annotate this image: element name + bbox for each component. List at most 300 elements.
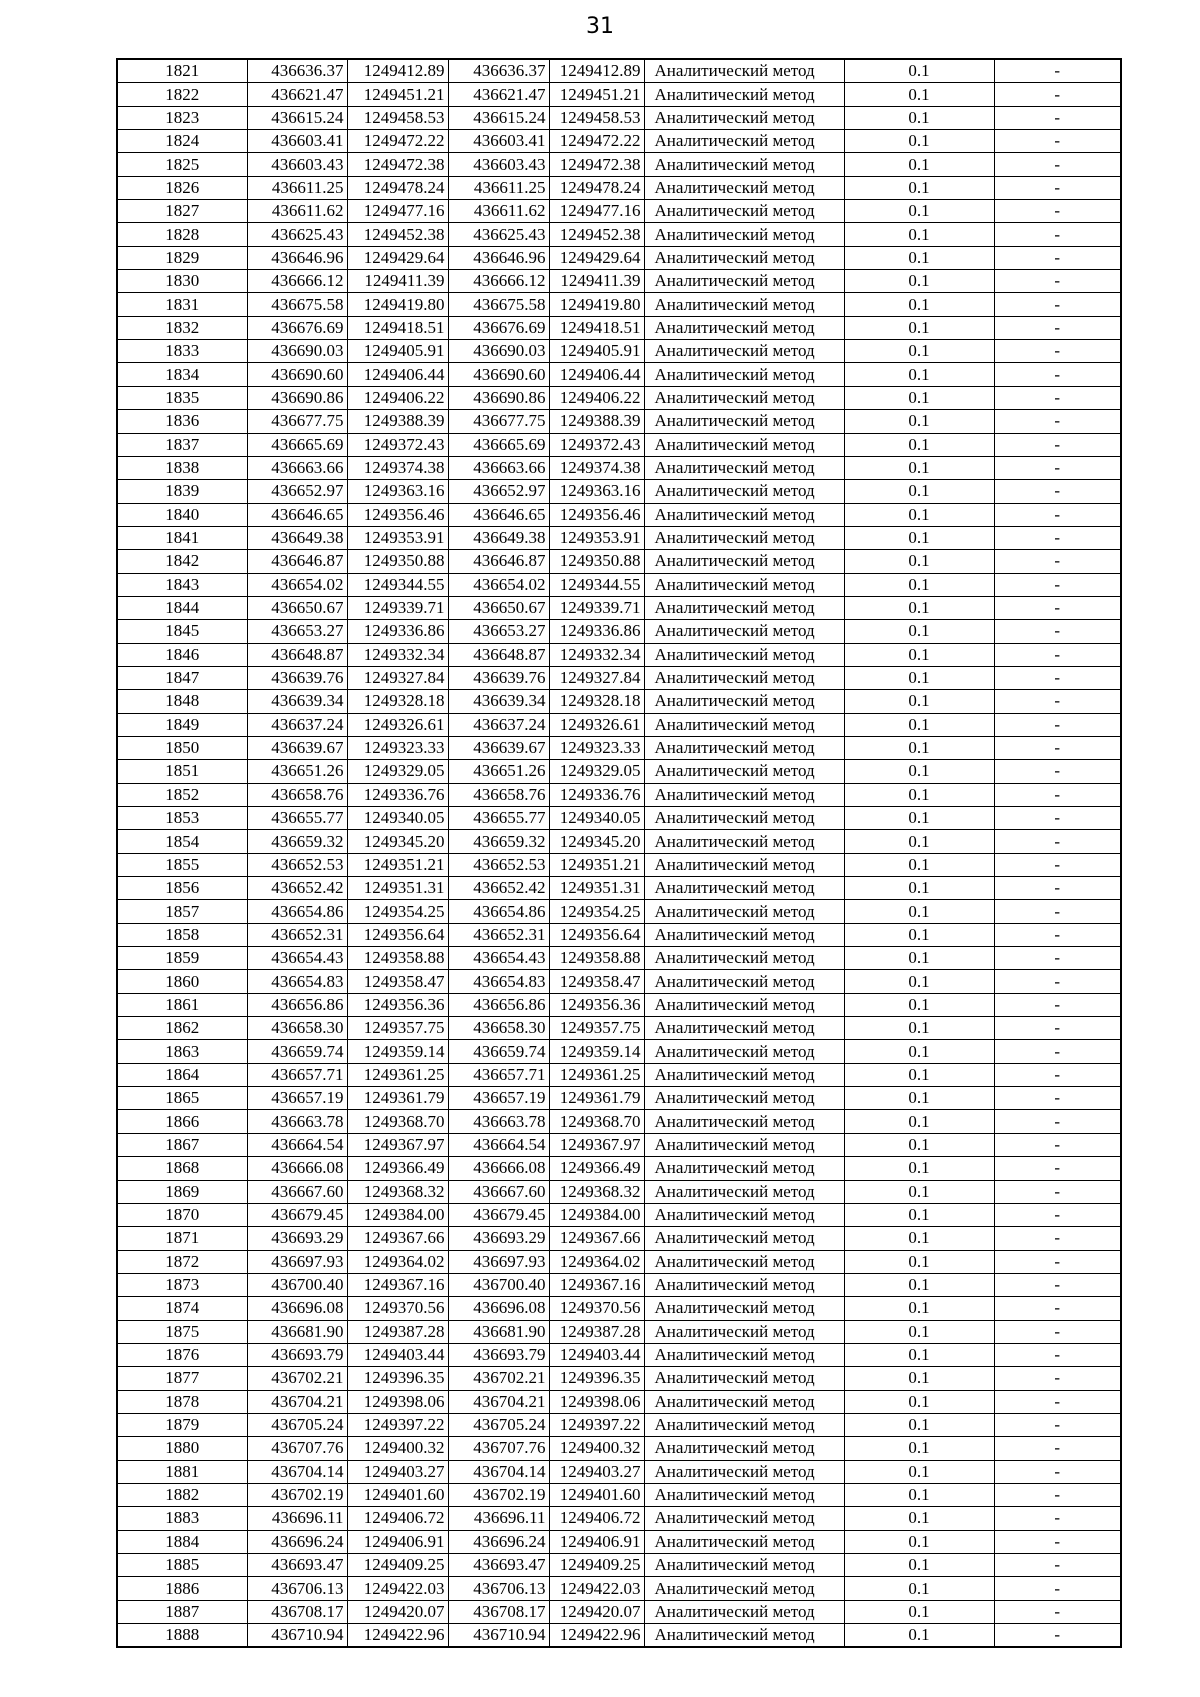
table-row bbox=[117, 1483, 1121, 1506]
cell-method: Аналитический метод bbox=[644, 1157, 844, 1180]
cell-y-coordinate-2: 1249332.34 bbox=[549, 643, 644, 666]
cell-x-coordinate: 436652.31 bbox=[247, 923, 347, 946]
cell-note: - bbox=[994, 947, 1121, 970]
cell-y-coordinate-2: 1249418.51 bbox=[549, 316, 644, 339]
cell-point-number: 1824 bbox=[117, 130, 247, 153]
cell-y-coordinate: 1249406.44 bbox=[347, 363, 448, 386]
cell-method: Аналитический метод bbox=[644, 690, 844, 713]
cell-accuracy: 0.1 bbox=[844, 340, 994, 363]
cell-x-coordinate: 436681.90 bbox=[247, 1320, 347, 1343]
cell-point-number: 1838 bbox=[117, 456, 247, 479]
cell-accuracy: 0.1 bbox=[844, 760, 994, 783]
cell-y-coordinate: 1249419.80 bbox=[347, 293, 448, 316]
cell-accuracy: 0.1 bbox=[844, 1367, 994, 1390]
table-row bbox=[117, 596, 1121, 619]
cell-x-coordinate-2: 436648.87 bbox=[448, 643, 549, 666]
cell-method: Аналитический метод bbox=[644, 1040, 844, 1063]
cell-point-number: 1851 bbox=[117, 760, 247, 783]
cell-method: Аналитический метод bbox=[644, 526, 844, 549]
cell-method: Аналитический метод bbox=[644, 503, 844, 526]
cell-method: Аналитический метод bbox=[644, 1297, 844, 1320]
cell-accuracy: 0.1 bbox=[844, 1600, 994, 1623]
cell-point-number: 1867 bbox=[117, 1133, 247, 1156]
cell-method: Аналитический метод bbox=[644, 1180, 844, 1203]
cell-method: Аналитический метод bbox=[644, 246, 844, 269]
cell-accuracy: 0.1 bbox=[844, 900, 994, 923]
cell-y-coordinate-2: 1249361.25 bbox=[549, 1063, 644, 1086]
cell-method: Аналитический метод bbox=[644, 83, 844, 106]
cell-y-coordinate-2: 1249328.18 bbox=[549, 690, 644, 713]
cell-point-number: 1832 bbox=[117, 316, 247, 339]
cell-y-coordinate-2: 1249368.70 bbox=[549, 1110, 644, 1133]
cell-method: Аналитический метод bbox=[644, 340, 844, 363]
cell-x-coordinate: 436693.47 bbox=[247, 1554, 347, 1577]
cell-accuracy: 0.1 bbox=[844, 947, 994, 970]
cell-note: - bbox=[994, 1577, 1121, 1600]
cell-y-coordinate: 1249406.91 bbox=[347, 1530, 448, 1553]
cell-point-number: 1868 bbox=[117, 1157, 247, 1180]
cell-y-coordinate-2: 1249398.06 bbox=[549, 1390, 644, 1413]
cell-point-number: 1879 bbox=[117, 1413, 247, 1436]
cell-note: - bbox=[994, 480, 1121, 503]
cell-note: - bbox=[994, 573, 1121, 596]
cell-y-coordinate-2: 1249397.22 bbox=[549, 1413, 644, 1436]
cell-accuracy: 0.1 bbox=[844, 1133, 994, 1156]
cell-x-coordinate: 436654.83 bbox=[247, 970, 347, 993]
table-row bbox=[117, 713, 1121, 736]
cell-method: Аналитический метод bbox=[644, 900, 844, 923]
cell-x-coordinate: 436652.42 bbox=[247, 877, 347, 900]
cell-y-coordinate-2: 1249356.64 bbox=[549, 923, 644, 946]
cell-x-coordinate: 436654.86 bbox=[247, 900, 347, 923]
cell-x-coordinate-2: 436681.90 bbox=[448, 1320, 549, 1343]
cell-accuracy: 0.1 bbox=[844, 1530, 994, 1553]
cell-x-coordinate: 436663.66 bbox=[247, 456, 347, 479]
cell-x-coordinate: 436675.58 bbox=[247, 293, 347, 316]
table-row bbox=[117, 246, 1121, 269]
cell-y-coordinate: 1249409.25 bbox=[347, 1554, 448, 1577]
cell-note: - bbox=[994, 1530, 1121, 1553]
cell-y-coordinate-2: 1249412.89 bbox=[549, 59, 644, 83]
cell-point-number: 1829 bbox=[117, 246, 247, 269]
cell-x-coordinate-2: 436665.69 bbox=[448, 433, 549, 456]
cell-x-coordinate: 436679.45 bbox=[247, 1203, 347, 1226]
cell-method: Аналитический метод bbox=[644, 1554, 844, 1577]
cell-x-coordinate-2: 436675.58 bbox=[448, 293, 549, 316]
cell-method: Аналитический метод bbox=[644, 713, 844, 736]
cell-accuracy: 0.1 bbox=[844, 550, 994, 573]
table-row bbox=[117, 59, 1121, 83]
table-row bbox=[117, 316, 1121, 339]
cell-note: - bbox=[994, 1554, 1121, 1577]
cell-note: - bbox=[994, 363, 1121, 386]
cell-x-coordinate: 436657.71 bbox=[247, 1063, 347, 1086]
cell-accuracy: 0.1 bbox=[844, 1554, 994, 1577]
cell-accuracy: 0.1 bbox=[844, 1390, 994, 1413]
table-row bbox=[117, 1203, 1121, 1226]
cell-x-coordinate: 436639.67 bbox=[247, 736, 347, 759]
cell-note: - bbox=[994, 690, 1121, 713]
table-row bbox=[117, 830, 1121, 853]
cell-y-coordinate: 1249351.31 bbox=[347, 877, 448, 900]
cell-x-coordinate-2: 436658.76 bbox=[448, 783, 549, 806]
cell-note: - bbox=[994, 1624, 1121, 1648]
cell-x-coordinate-2: 436646.87 bbox=[448, 550, 549, 573]
cell-accuracy: 0.1 bbox=[844, 853, 994, 876]
cell-y-coordinate-2: 1249356.46 bbox=[549, 503, 644, 526]
cell-method: Аналитический метод bbox=[644, 970, 844, 993]
cell-accuracy: 0.1 bbox=[844, 807, 994, 830]
cell-x-coordinate-2: 436611.25 bbox=[448, 176, 549, 199]
cell-x-coordinate-2: 436693.79 bbox=[448, 1343, 549, 1366]
cell-point-number: 1875 bbox=[117, 1320, 247, 1343]
cell-point-number: 1874 bbox=[117, 1297, 247, 1320]
cell-x-coordinate-2: 436655.77 bbox=[448, 807, 549, 830]
cell-note: - bbox=[994, 246, 1121, 269]
cell-point-number: 1845 bbox=[117, 620, 247, 643]
cell-x-coordinate-2: 436656.86 bbox=[448, 993, 549, 1016]
cell-x-coordinate-2: 436659.74 bbox=[448, 1040, 549, 1063]
table-row bbox=[117, 783, 1121, 806]
cell-point-number: 1849 bbox=[117, 713, 247, 736]
cell-x-coordinate-2: 436667.60 bbox=[448, 1180, 549, 1203]
cell-y-coordinate: 1249356.36 bbox=[347, 993, 448, 1016]
cell-y-coordinate: 1249328.18 bbox=[347, 690, 448, 713]
table-row bbox=[117, 1507, 1121, 1530]
cell-note: - bbox=[994, 1017, 1121, 1040]
cell-note: - bbox=[994, 853, 1121, 876]
table-row bbox=[117, 1577, 1121, 1600]
cell-x-coordinate-2: 436652.53 bbox=[448, 853, 549, 876]
cell-y-coordinate: 1249387.28 bbox=[347, 1320, 448, 1343]
cell-x-coordinate-2: 436651.26 bbox=[448, 760, 549, 783]
cell-x-coordinate: 436700.40 bbox=[247, 1273, 347, 1296]
cell-y-coordinate-2: 1249340.05 bbox=[549, 807, 644, 830]
cell-note: - bbox=[994, 760, 1121, 783]
table-row bbox=[117, 106, 1121, 129]
cell-x-coordinate: 436702.21 bbox=[247, 1367, 347, 1390]
cell-note: - bbox=[994, 456, 1121, 479]
cell-y-coordinate-2: 1249422.96 bbox=[549, 1624, 644, 1648]
cell-note: - bbox=[994, 1600, 1121, 1623]
cell-note: - bbox=[994, 1227, 1121, 1250]
table-row bbox=[117, 1413, 1121, 1436]
cell-note: - bbox=[994, 666, 1121, 689]
table-body bbox=[117, 59, 1121, 1647]
cell-note: - bbox=[994, 1437, 1121, 1460]
cell-method: Аналитический метод bbox=[644, 130, 844, 153]
cell-note: - bbox=[994, 900, 1121, 923]
cell-method: Аналитический метод bbox=[644, 1250, 844, 1273]
cell-point-number: 1844 bbox=[117, 596, 247, 619]
cell-y-coordinate-2: 1249354.25 bbox=[549, 900, 644, 923]
cell-method: Аналитический метод bbox=[644, 643, 844, 666]
page-number: 31 bbox=[586, 14, 614, 39]
cell-point-number: 1865 bbox=[117, 1087, 247, 1110]
cell-accuracy: 0.1 bbox=[844, 293, 994, 316]
cell-x-coordinate-2: 436697.93 bbox=[448, 1250, 549, 1273]
cell-x-coordinate: 436652.97 bbox=[247, 480, 347, 503]
cell-x-coordinate: 436611.62 bbox=[247, 200, 347, 223]
cell-y-coordinate: 1249406.22 bbox=[347, 386, 448, 409]
cell-accuracy: 0.1 bbox=[844, 830, 994, 853]
table-row bbox=[117, 666, 1121, 689]
cell-y-coordinate: 1249323.33 bbox=[347, 736, 448, 759]
cell-accuracy: 0.1 bbox=[844, 456, 994, 479]
cell-x-coordinate-2: 436603.41 bbox=[448, 130, 549, 153]
table-row bbox=[117, 293, 1121, 316]
cell-x-coordinate-2: 436652.42 bbox=[448, 877, 549, 900]
table-row bbox=[117, 1530, 1121, 1553]
cell-method: Аналитический метод bbox=[644, 293, 844, 316]
cell-accuracy: 0.1 bbox=[844, 270, 994, 293]
cell-y-coordinate-2: 1249367.66 bbox=[549, 1227, 644, 1250]
cell-x-coordinate-2: 436707.76 bbox=[448, 1437, 549, 1460]
cell-point-number: 1841 bbox=[117, 526, 247, 549]
cell-x-coordinate: 436639.34 bbox=[247, 690, 347, 713]
cell-y-coordinate: 1249332.34 bbox=[347, 643, 448, 666]
table-row bbox=[117, 947, 1121, 970]
cell-accuracy: 0.1 bbox=[844, 316, 994, 339]
cell-accuracy: 0.1 bbox=[844, 1297, 994, 1320]
cell-accuracy: 0.1 bbox=[844, 223, 994, 246]
cell-x-coordinate-2: 436690.03 bbox=[448, 340, 549, 363]
cell-y-coordinate-2: 1249359.14 bbox=[549, 1040, 644, 1063]
cell-y-coordinate-2: 1249419.80 bbox=[549, 293, 644, 316]
cell-x-coordinate-2: 436639.76 bbox=[448, 666, 549, 689]
cell-y-coordinate-2: 1249384.00 bbox=[549, 1203, 644, 1226]
cell-y-coordinate-2: 1249364.02 bbox=[549, 1250, 644, 1273]
cell-y-coordinate-2: 1249351.31 bbox=[549, 877, 644, 900]
cell-x-coordinate-2: 436706.13 bbox=[448, 1577, 549, 1600]
cell-point-number: 1883 bbox=[117, 1507, 247, 1530]
cell-y-coordinate: 1249361.25 bbox=[347, 1063, 448, 1086]
cell-x-coordinate-2: 436639.34 bbox=[448, 690, 549, 713]
cell-x-coordinate-2: 436659.32 bbox=[448, 830, 549, 853]
cell-y-coordinate-2: 1249351.21 bbox=[549, 853, 644, 876]
cell-x-coordinate: 436690.03 bbox=[247, 340, 347, 363]
table-row bbox=[117, 1133, 1121, 1156]
cell-x-coordinate-2: 436653.27 bbox=[448, 620, 549, 643]
cell-y-coordinate: 1249398.06 bbox=[347, 1390, 448, 1413]
table-row bbox=[117, 130, 1121, 153]
cell-y-coordinate-2: 1249336.76 bbox=[549, 783, 644, 806]
table-row bbox=[117, 386, 1121, 409]
cell-x-coordinate: 436705.24 bbox=[247, 1413, 347, 1436]
cell-method: Аналитический метод bbox=[644, 456, 844, 479]
cell-x-coordinate-2: 436658.30 bbox=[448, 1017, 549, 1040]
cell-x-coordinate-2: 436637.24 bbox=[448, 713, 549, 736]
cell-accuracy: 0.1 bbox=[844, 596, 994, 619]
cell-note: - bbox=[994, 503, 1121, 526]
cell-x-coordinate: 436658.30 bbox=[247, 1017, 347, 1040]
cell-y-coordinate: 1249339.71 bbox=[347, 596, 448, 619]
cell-x-coordinate: 436666.12 bbox=[247, 270, 347, 293]
cell-x-coordinate: 436696.08 bbox=[247, 1297, 347, 1320]
cell-method: Аналитический метод bbox=[644, 1507, 844, 1530]
table-row bbox=[117, 1437, 1121, 1460]
cell-x-coordinate: 436677.75 bbox=[247, 410, 347, 433]
cell-point-number: 1880 bbox=[117, 1437, 247, 1460]
cell-x-coordinate: 436659.32 bbox=[247, 830, 347, 853]
cell-method: Аналитический метод bbox=[644, 1133, 844, 1156]
cell-method: Аналитический метод bbox=[644, 1483, 844, 1506]
cell-x-coordinate: 436625.43 bbox=[247, 223, 347, 246]
table-row bbox=[117, 877, 1121, 900]
table-row bbox=[117, 1017, 1121, 1040]
cell-accuracy: 0.1 bbox=[844, 1413, 994, 1436]
cell-accuracy: 0.1 bbox=[844, 1180, 994, 1203]
cell-y-coordinate: 1249477.16 bbox=[347, 200, 448, 223]
cell-x-coordinate: 436654.02 bbox=[247, 573, 347, 596]
cell-point-number: 1821 bbox=[117, 59, 247, 83]
cell-y-coordinate: 1249422.96 bbox=[347, 1624, 448, 1648]
cell-point-number: 1871 bbox=[117, 1227, 247, 1250]
cell-point-number: 1886 bbox=[117, 1577, 247, 1600]
cell-note: - bbox=[994, 1343, 1121, 1366]
cell-y-coordinate: 1249336.86 bbox=[347, 620, 448, 643]
cell-method: Аналитический метод bbox=[644, 1203, 844, 1226]
cell-y-coordinate: 1249374.38 bbox=[347, 456, 448, 479]
cell-note: - bbox=[994, 830, 1121, 853]
cell-y-coordinate-2: 1249353.91 bbox=[549, 526, 644, 549]
cell-x-coordinate-2: 436603.43 bbox=[448, 153, 549, 176]
cell-accuracy: 0.1 bbox=[844, 1624, 994, 1648]
cell-y-coordinate-2: 1249358.88 bbox=[549, 947, 644, 970]
cell-y-coordinate-2: 1249370.56 bbox=[549, 1297, 644, 1320]
cell-x-coordinate-2: 436702.21 bbox=[448, 1367, 549, 1390]
cell-point-number: 1878 bbox=[117, 1390, 247, 1413]
cell-accuracy: 0.1 bbox=[844, 643, 994, 666]
cell-y-coordinate-2: 1249478.24 bbox=[549, 176, 644, 199]
cell-x-coordinate-2: 436696.08 bbox=[448, 1297, 549, 1320]
cell-method: Аналитический метод bbox=[644, 573, 844, 596]
cell-point-number: 1859 bbox=[117, 947, 247, 970]
table-row bbox=[117, 573, 1121, 596]
cell-y-coordinate: 1249340.05 bbox=[347, 807, 448, 830]
cell-point-number: 1837 bbox=[117, 433, 247, 456]
cell-accuracy: 0.1 bbox=[844, 59, 994, 83]
cell-method: Аналитический метод bbox=[644, 59, 844, 83]
table-row bbox=[117, 923, 1121, 946]
cell-accuracy: 0.1 bbox=[844, 386, 994, 409]
cell-accuracy: 0.1 bbox=[844, 200, 994, 223]
cell-y-coordinate-2: 1249472.22 bbox=[549, 130, 644, 153]
cell-y-coordinate: 1249458.53 bbox=[347, 106, 448, 129]
cell-method: Аналитический метод bbox=[644, 480, 844, 503]
cell-note: - bbox=[994, 1157, 1121, 1180]
cell-note: - bbox=[994, 410, 1121, 433]
table-row bbox=[117, 410, 1121, 433]
table-row bbox=[117, 153, 1121, 176]
cell-method: Аналитический метод bbox=[644, 1110, 844, 1133]
table-row bbox=[117, 1320, 1121, 1343]
cell-method: Аналитический метод bbox=[644, 1273, 844, 1296]
cell-y-coordinate-2: 1249372.43 bbox=[549, 433, 644, 456]
cell-x-coordinate-2: 436663.66 bbox=[448, 456, 549, 479]
cell-y-coordinate: 1249370.56 bbox=[347, 1297, 448, 1320]
cell-x-coordinate-2: 436663.78 bbox=[448, 1110, 549, 1133]
cell-x-coordinate-2: 436676.69 bbox=[448, 316, 549, 339]
cell-x-coordinate-2: 436611.62 bbox=[448, 200, 549, 223]
cell-note: - bbox=[994, 526, 1121, 549]
cell-method: Аналитический метод bbox=[644, 386, 844, 409]
cell-accuracy: 0.1 bbox=[844, 783, 994, 806]
cell-method: Аналитический метод bbox=[644, 596, 844, 619]
cell-x-coordinate-2: 436646.65 bbox=[448, 503, 549, 526]
cell-method: Аналитический метод bbox=[644, 853, 844, 876]
cell-x-coordinate: 436652.53 bbox=[247, 853, 347, 876]
cell-y-coordinate: 1249353.91 bbox=[347, 526, 448, 549]
cell-x-coordinate-2: 436705.24 bbox=[448, 1413, 549, 1436]
cell-y-coordinate: 1249368.32 bbox=[347, 1180, 448, 1203]
cell-point-number: 1828 bbox=[117, 223, 247, 246]
cell-x-coordinate: 436648.87 bbox=[247, 643, 347, 666]
cell-note: - bbox=[994, 1250, 1121, 1273]
cell-x-coordinate: 436665.69 bbox=[247, 433, 347, 456]
cell-y-coordinate: 1249472.22 bbox=[347, 130, 448, 153]
cell-point-number: 1882 bbox=[117, 1483, 247, 1506]
table-row bbox=[117, 223, 1121, 246]
cell-method: Аналитический метод bbox=[644, 736, 844, 759]
cell-point-number: 1853 bbox=[117, 807, 247, 830]
cell-point-number: 1826 bbox=[117, 176, 247, 199]
cell-note: - bbox=[994, 1320, 1121, 1343]
cell-y-coordinate-2: 1249451.21 bbox=[549, 83, 644, 106]
table-row bbox=[117, 1250, 1121, 1273]
cell-y-coordinate-2: 1249363.16 bbox=[549, 480, 644, 503]
cell-accuracy: 0.1 bbox=[844, 410, 994, 433]
cell-y-coordinate: 1249429.64 bbox=[347, 246, 448, 269]
cell-accuracy: 0.1 bbox=[844, 1343, 994, 1366]
cell-point-number: 1836 bbox=[117, 410, 247, 433]
cell-x-coordinate: 436676.69 bbox=[247, 316, 347, 339]
cell-y-coordinate-2: 1249401.60 bbox=[549, 1483, 644, 1506]
cell-point-number: 1831 bbox=[117, 293, 247, 316]
cell-accuracy: 0.1 bbox=[844, 877, 994, 900]
cell-x-coordinate: 436657.19 bbox=[247, 1087, 347, 1110]
cell-method: Аналитический метод bbox=[644, 1320, 844, 1343]
table-row bbox=[117, 1273, 1121, 1296]
cell-y-coordinate: 1249350.88 bbox=[347, 550, 448, 573]
cell-accuracy: 0.1 bbox=[844, 246, 994, 269]
cell-method: Аналитический метод bbox=[644, 153, 844, 176]
cell-y-coordinate-2: 1249406.44 bbox=[549, 363, 644, 386]
cell-x-coordinate: 436710.94 bbox=[247, 1624, 347, 1648]
cell-x-coordinate-2: 436664.54 bbox=[448, 1133, 549, 1156]
cell-y-coordinate-2: 1249396.35 bbox=[549, 1367, 644, 1390]
cell-x-coordinate: 436654.43 bbox=[247, 947, 347, 970]
table-row bbox=[117, 970, 1121, 993]
cell-y-coordinate-2: 1249429.64 bbox=[549, 246, 644, 269]
cell-point-number: 1870 bbox=[117, 1203, 247, 1226]
cell-method: Аналитический метод bbox=[644, 176, 844, 199]
cell-note: - bbox=[994, 713, 1121, 736]
cell-y-coordinate-2: 1249409.25 bbox=[549, 1554, 644, 1577]
cell-y-coordinate-2: 1249366.49 bbox=[549, 1157, 644, 1180]
cell-y-coordinate-2: 1249336.86 bbox=[549, 620, 644, 643]
cell-y-coordinate-2: 1249345.20 bbox=[549, 830, 644, 853]
cell-note: - bbox=[994, 59, 1121, 83]
table-row bbox=[117, 1390, 1121, 1413]
cell-y-coordinate: 1249472.38 bbox=[347, 153, 448, 176]
cell-accuracy: 0.1 bbox=[844, 433, 994, 456]
cell-accuracy: 0.1 bbox=[844, 1437, 994, 1460]
cell-note: - bbox=[994, 1040, 1121, 1063]
cell-note: - bbox=[994, 83, 1121, 106]
table-row bbox=[117, 736, 1121, 759]
cell-accuracy: 0.1 bbox=[844, 713, 994, 736]
